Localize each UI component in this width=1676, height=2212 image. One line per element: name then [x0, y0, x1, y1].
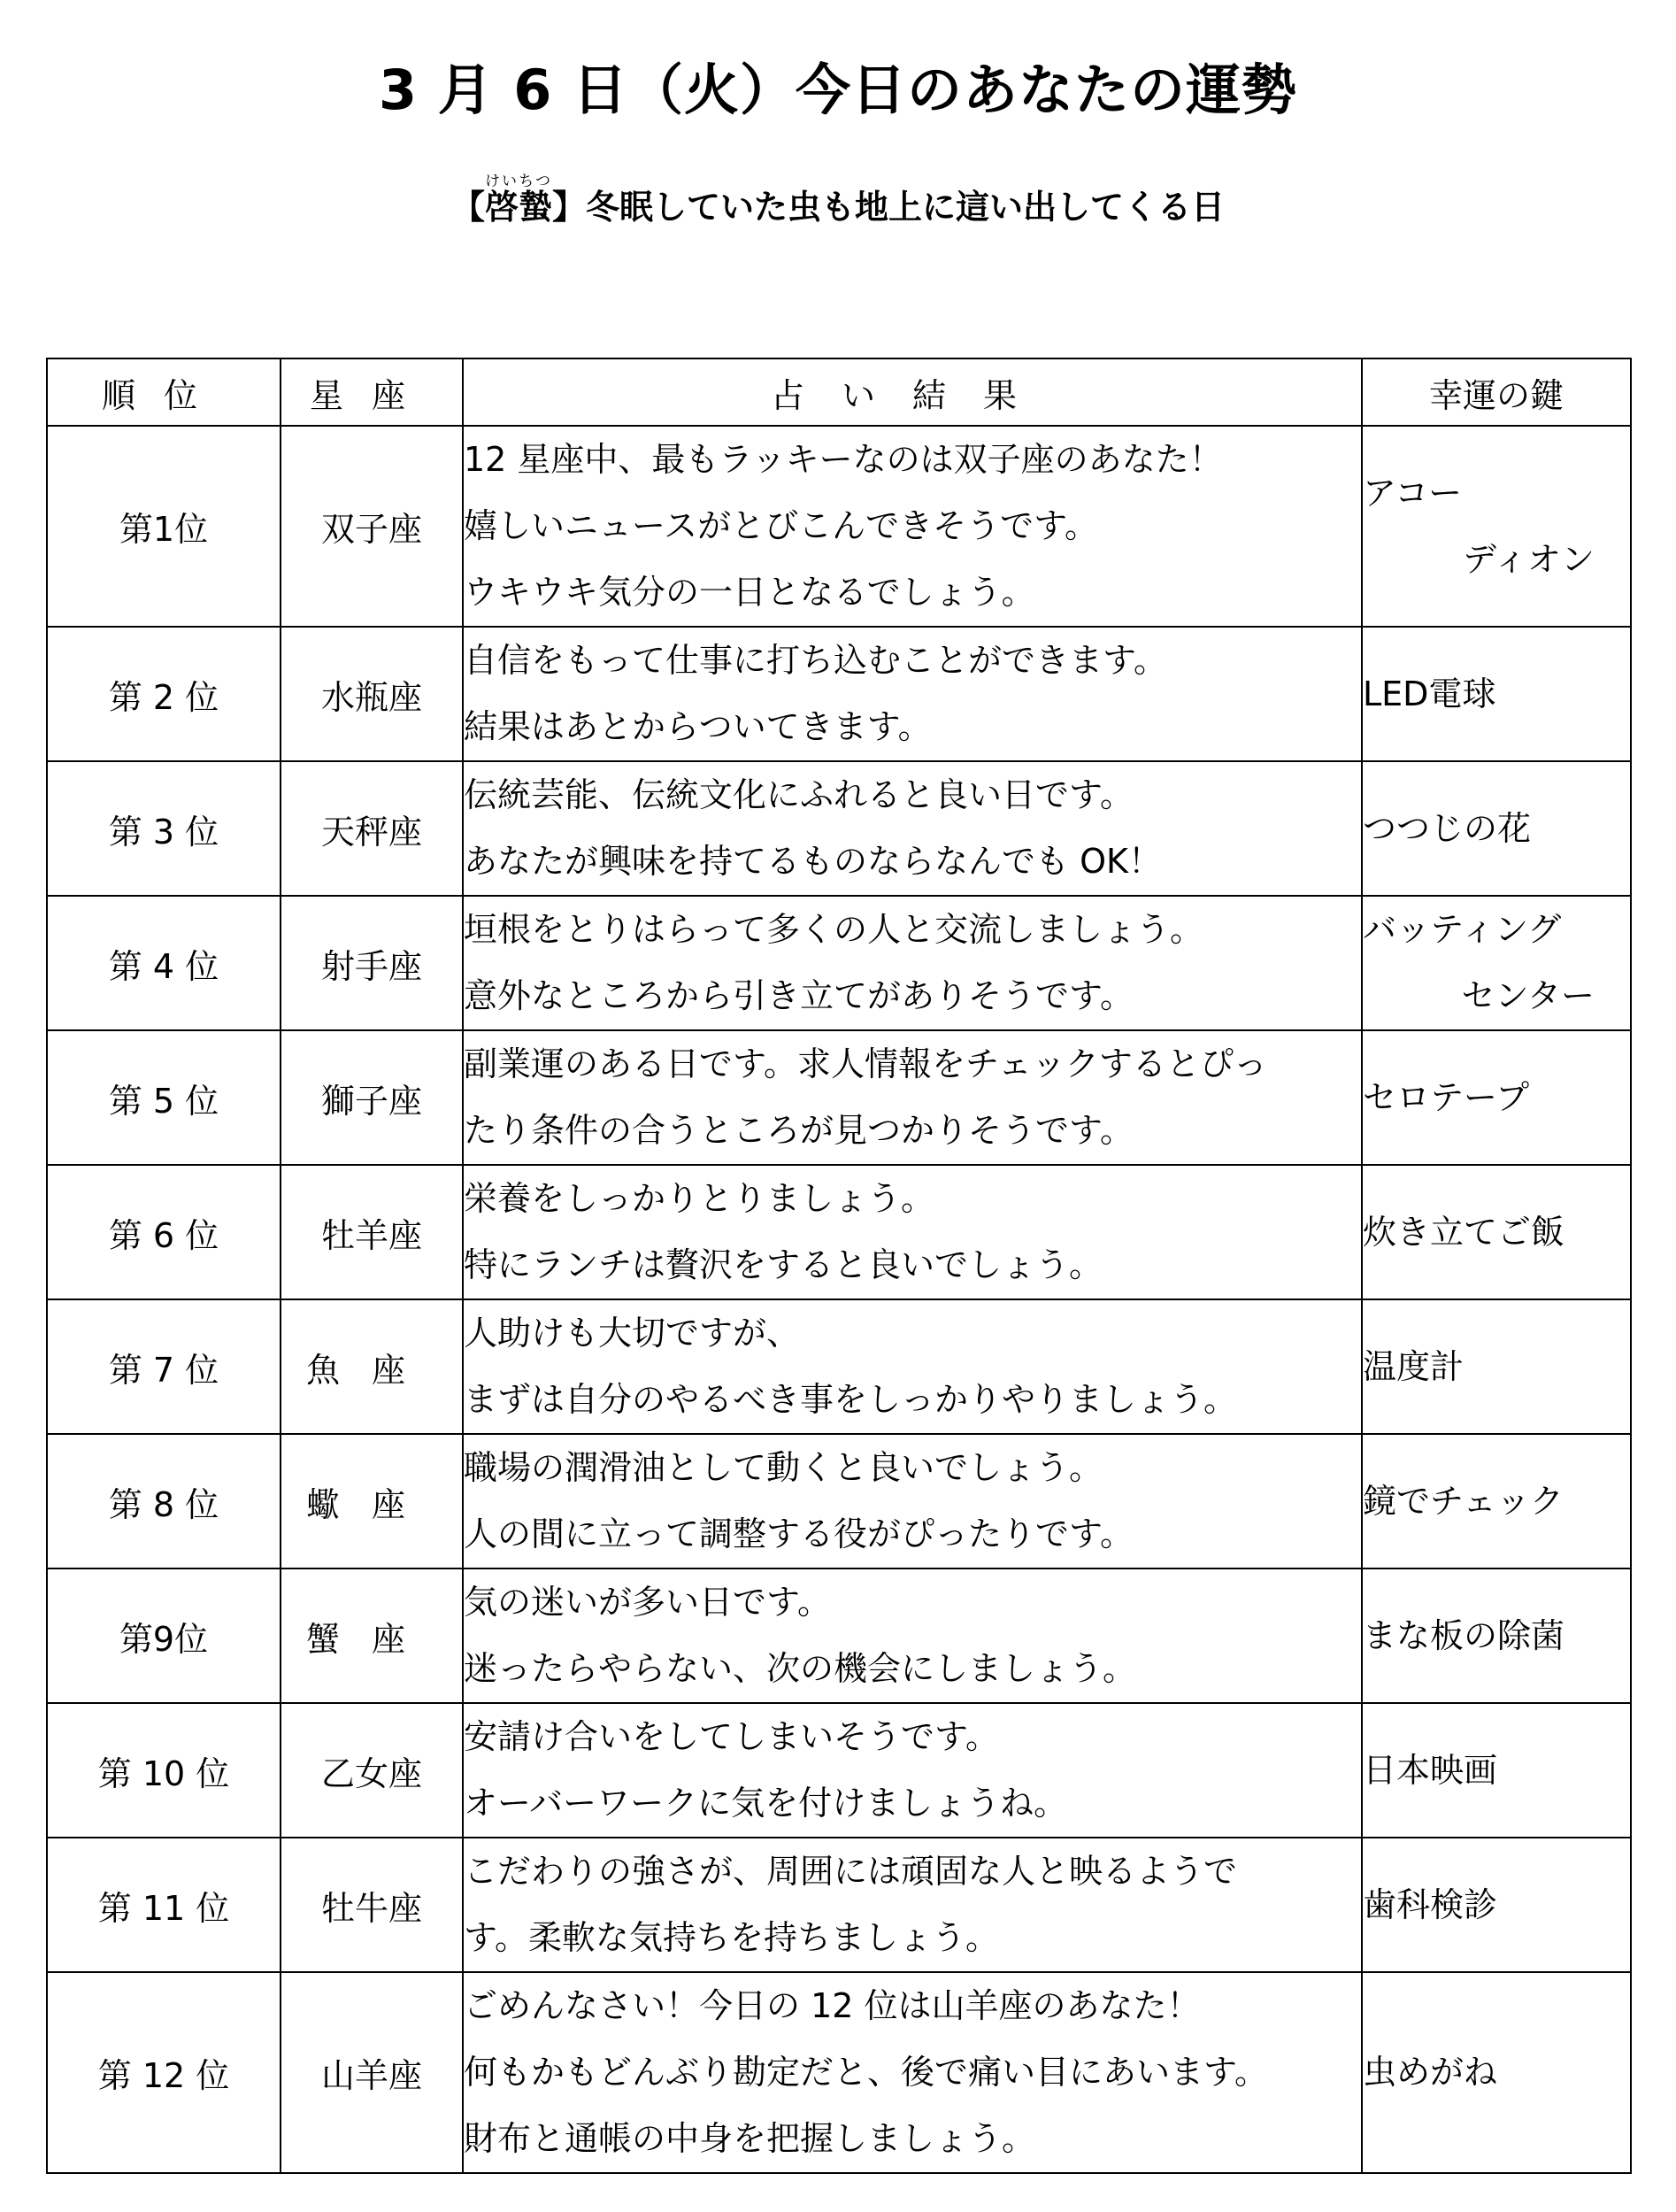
- table-header-row: [47, 358, 1631, 426]
- lucky-key-text: LED電球: [1363, 674, 1496, 713]
- lucky-key-cell: [1362, 1838, 1631, 1972]
- header-lucky: 幸運の鍵: [1362, 358, 1631, 426]
- sign-name: 蠍座: [305, 1484, 437, 1524]
- lucky-key-cell: [1362, 896, 1631, 1030]
- table-row: [47, 1030, 1631, 1165]
- result-line: 何もかもどんぶり勘定だと、後で痛い目にあいます。: [464, 2053, 1268, 2092]
- sign-name: 山羊座: [320, 2056, 422, 2095]
- sign-cell: [281, 1703, 463, 1838]
- table-row: [47, 1568, 1631, 1703]
- result-line: 嬉しいニュースがとびこんできそうです。: [464, 506, 1099, 545]
- result-line: 栄養をしっかりとりましょう。: [464, 1179, 935, 1218]
- subtitle: [0, 173, 1676, 229]
- result-line: 伝統芸能、伝統文化にふれると良い日です。: [464, 775, 1134, 814]
- result-line: 安請け合いをしてしまいそうです。: [464, 1717, 999, 1756]
- lucky-key-text: バッティング: [1363, 910, 1562, 949]
- sign-cell: [281, 1568, 463, 1703]
- result-cell: [463, 896, 1362, 1030]
- lucky-key-text: ディオン: [1463, 539, 1595, 579]
- table-row: [47, 1299, 1631, 1434]
- result-line: ウキウキ気分の一日となるでしょう。: [464, 573, 1035, 612]
- sign-cell: [281, 1434, 463, 1568]
- result-cell: [463, 1434, 1362, 1568]
- result-cell: [463, 1568, 1362, 1703]
- header-result: 占い結果: [463, 358, 1362, 426]
- sign-cell: [281, 627, 463, 761]
- sign-name: 双子座: [320, 510, 422, 549]
- rank-cell: 第 7 位: [47, 1299, 281, 1434]
- lucky-key-text: 日本映画: [1363, 1750, 1498, 1790]
- rank-cell: 第 12 位: [47, 1972, 281, 2173]
- sign-name: 天秤座: [320, 812, 422, 852]
- result-line: 迷ったらやらない、次の機会にしましょう。: [464, 1649, 1137, 1688]
- lucky-key-text: 炊き立てご飯: [1363, 1212, 1565, 1252]
- sign-cell: [281, 426, 463, 627]
- result-line: オーバーワークに気を付けましょうね。: [464, 1784, 1068, 1823]
- subtitle-keyword: 啓蟄けいちつ: [484, 173, 552, 227]
- result-line: 12 星座中、最もラッキーなのは双子座のあなた！: [464, 440, 1223, 479]
- rank-cell: 第 3 位: [47, 761, 281, 896]
- result-line: 結果はあとからついてきます。: [464, 707, 932, 746]
- sign-cell: [281, 1972, 463, 2173]
- rank-cell: 第 10 位: [47, 1703, 281, 1838]
- rank-cell: 第 2 位: [47, 627, 281, 761]
- rank-cell: 第1位: [47, 426, 281, 627]
- result-line: 気の迷いが多い日です。: [464, 1583, 831, 1622]
- table-row: [47, 896, 1631, 1030]
- table-row: [47, 1703, 1631, 1838]
- rank-cell: 第 6 位: [47, 1165, 281, 1299]
- sign-name: 射手座: [320, 946, 422, 986]
- table-row: [47, 1434, 1631, 1568]
- subtitle-bracket-close: 】: [552, 188, 587, 227]
- result-line: 職場の潤滑油として動くと良いでしょう。: [464, 1448, 1103, 1487]
- table-row: [47, 1972, 1631, 2173]
- result-line: 自信をもって仕事に打ち込むことができます。: [464, 641, 1167, 680]
- lucky-key-cell: [1362, 1703, 1631, 1838]
- lucky-key-cell: [1362, 426, 1631, 627]
- table-row: [47, 426, 1631, 627]
- result-cell: [463, 1165, 1362, 1299]
- rank-cell: 第 4 位: [47, 896, 281, 1030]
- sign-name: 魚座: [305, 1350, 437, 1390]
- sign-name: 牡牛座: [320, 1888, 422, 1928]
- fortune-table: [46, 358, 1632, 2174]
- lucky-key-text: 虫めがね: [1363, 2053, 1498, 2092]
- result-line: 特にランチは贅沢をすると良いでしょう。: [464, 1245, 1103, 1284]
- result-cell: [463, 761, 1362, 896]
- lucky-key-text: センター: [1461, 976, 1595, 1015]
- result-cell: [463, 627, 1362, 761]
- result-cell: [463, 426, 1362, 627]
- result-cell: [463, 1838, 1362, 1972]
- result-cell: [463, 1972, 1362, 2173]
- result-line: あなたが興味を持てるものならなんでも OK！: [464, 842, 1162, 881]
- table-row: [47, 1838, 1631, 1972]
- result-cell: [463, 1703, 1362, 1838]
- lucky-key-cell: [1362, 1568, 1631, 1703]
- header-sign: 星座: [281, 358, 463, 426]
- result-cell: [463, 1299, 1362, 1434]
- result-line: 人の間に立って調整する役がぴったりです。: [464, 1514, 1134, 1553]
- sign-cell: [281, 1838, 463, 1972]
- lucky-key-text: 歯科検診: [1363, 1884, 1498, 1924]
- sign-cell: [281, 1165, 463, 1299]
- result-cell: [463, 1030, 1362, 1165]
- result-line: まずは自分のやるべき事をしっかりやりましょう。: [464, 1380, 1238, 1419]
- sign-name: 乙女座: [320, 1753, 422, 1793]
- result-line: 意外なところから引き立てがありそうです。: [464, 976, 1134, 1015]
- rank-cell: 第 5 位: [47, 1030, 281, 1165]
- result-line: 垣根をとりはらって多くの人と交流しましょう。: [464, 910, 1204, 949]
- table-row: [47, 761, 1631, 896]
- result-line: ごめんなさい！今日の 12 位は山羊座のあなた！: [464, 1986, 1201, 2025]
- lucky-key-cell: [1362, 1165, 1631, 1299]
- sign-cell: [281, 896, 463, 1030]
- sign-name: 蟹座: [305, 1619, 437, 1659]
- table-row: [47, 1165, 1631, 1299]
- sign-name: 水瓶座: [320, 677, 422, 717]
- lucky-key-cell: [1362, 761, 1631, 896]
- result-line: こだわりの強さが、周囲には頑固な人と映るようで: [464, 1852, 1238, 1891]
- result-line: 副業運のある日です。求人情報をチェックするとぴっ: [464, 1044, 1267, 1083]
- result-line: 人助けも大切ですが、: [464, 1314, 801, 1353]
- rank-cell: 第 11 位: [47, 1838, 281, 1972]
- subtitle-text: 冬眠していた虫も地上に這い出してくる日: [586, 188, 1226, 227]
- lucky-key-cell: [1362, 1299, 1631, 1434]
- lucky-key-text: まな板の除菌: [1363, 1615, 1565, 1655]
- lucky-key-text: アコー: [1363, 473, 1463, 513]
- subtitle-keyword-reading: けいちつ: [484, 173, 552, 190]
- lucky-key-cell: [1362, 627, 1631, 761]
- lucky-key-text: 温度計: [1363, 1346, 1465, 1386]
- lucky-key-cell: [1362, 1030, 1631, 1165]
- lucky-key-cell: [1362, 1434, 1631, 1568]
- sign-name: 牡羊座: [320, 1215, 422, 1255]
- lucky-key-cell: [1362, 1972, 1631, 2173]
- result-line: たり条件の合うところが見つかりそうです。: [464, 1111, 1134, 1150]
- sign-name: 獅子座: [320, 1081, 422, 1121]
- header-rank: 順位: [47, 358, 281, 426]
- lucky-key-text: つつじの花: [1363, 808, 1532, 848]
- table-row: [47, 627, 1631, 761]
- lucky-key-text: 鏡でチェック: [1363, 1481, 1564, 1521]
- page-title: 3 月 6 日（火）今日のあなたの運勢: [378, 58, 1298, 122]
- sign-cell: [281, 761, 463, 896]
- sign-cell: [281, 1299, 463, 1434]
- rank-cell: 第9位: [47, 1568, 281, 1703]
- lucky-key-text: セロテープ: [1363, 1077, 1530, 1117]
- subtitle-bracket-open: 【: [450, 188, 485, 227]
- result-line: す。柔軟な気持ちを持ちましょう。: [464, 1918, 999, 1957]
- result-line: 財布と通帳の中身を把握しましょう。: [464, 2119, 1036, 2158]
- sign-cell: [281, 1030, 463, 1165]
- rank-cell: 第 8 位: [47, 1434, 281, 1568]
